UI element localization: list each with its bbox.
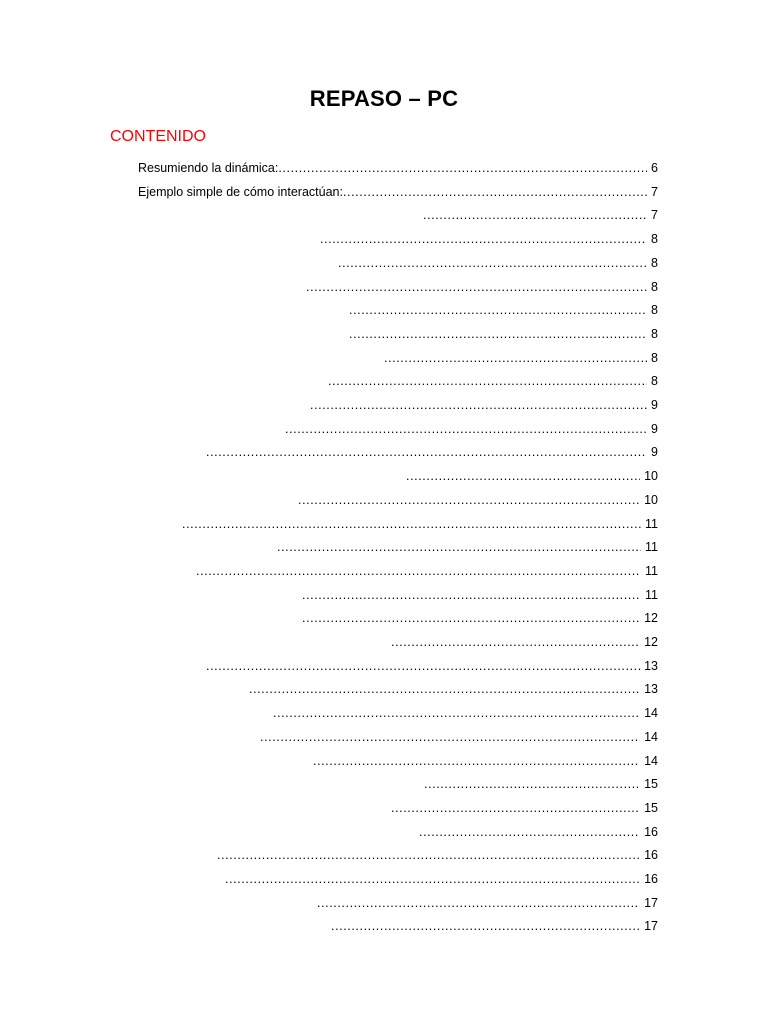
toc-dot-leader (217, 847, 640, 863)
toc-dot-leader (406, 468, 640, 484)
toc-entry[interactable] (424, 776, 658, 792)
toc-dot-leader (298, 492, 640, 508)
toc-entry[interactable] (328, 373, 658, 389)
toc-entry[interactable] (313, 753, 658, 769)
toc-entry-title: Ejemplo simple de cómo interactúan: (138, 184, 343, 199)
toc-dot-leader (206, 444, 647, 460)
toc-page-number: 11 (645, 516, 658, 531)
toc-page-number: 9 (651, 445, 658, 460)
toc-entry[interactable] (384, 350, 658, 366)
toc-page-number: 7 (651, 208, 658, 223)
toc-entry[interactable] (298, 492, 658, 508)
toc-entry[interactable] (349, 302, 658, 318)
toc-dot-leader (277, 539, 641, 555)
toc-dot-leader (424, 776, 640, 792)
toc-page-number: 9 (651, 421, 658, 436)
toc-page-number: 14 (644, 729, 658, 744)
toc-dot-leader (391, 800, 640, 816)
toc-dot-leader (310, 397, 647, 413)
toc-dot-leader (306, 279, 647, 295)
toc-page-number: 13 (644, 658, 658, 673)
toc-entry-title: Resumiendo la dinámica: (138, 161, 279, 175)
toc-dot-leader (206, 658, 640, 674)
toc-entry[interactable] (338, 255, 658, 271)
toc-dot-leader (391, 634, 640, 650)
toc-heading: CONTENIDO (110, 128, 206, 145)
toc-entry[interactable] (277, 539, 658, 555)
toc-dot-leader (317, 895, 640, 911)
toc-entry[interactable] (225, 871, 658, 887)
toc-page-number: 13 (644, 682, 658, 697)
toc-page-number: 11 (645, 563, 658, 578)
toc-page-number: 10 (644, 469, 658, 484)
toc-entry[interactable] (419, 824, 658, 840)
toc-entry[interactable] (331, 918, 658, 934)
toc-dot-leader (338, 255, 647, 271)
toc-entry[interactable] (206, 444, 658, 460)
toc-entry[interactable] (302, 610, 658, 626)
toc-page-number: 12 (644, 635, 658, 649)
toc-entry[interactable] (182, 516, 658, 532)
toc-dot-leader (423, 207, 647, 223)
toc-dot-leader (302, 587, 641, 603)
toc-dot-leader (343, 184, 647, 200)
toc-page-number: 8 (651, 303, 658, 318)
toc-dot-leader (331, 918, 640, 934)
toc-entry[interactable] (138, 184, 658, 200)
toc-entry[interactable] (320, 231, 658, 247)
toc-dot-leader (196, 563, 641, 579)
toc-page-number: 17 (644, 895, 658, 910)
toc-entry[interactable] (138, 160, 658, 176)
toc-page-number: 8 (651, 255, 658, 270)
toc-dot-leader (249, 681, 640, 697)
toc-dot-leader (349, 326, 647, 342)
toc-entry[interactable] (260, 729, 658, 745)
toc-entry[interactable] (391, 634, 658, 650)
toc-entry[interactable] (317, 895, 658, 911)
toc-page-number: 14 (644, 753, 658, 768)
toc-dot-leader (349, 302, 647, 318)
toc-dot-leader (384, 350, 647, 366)
toc-dot-leader (273, 705, 640, 721)
toc-dot-leader (320, 231, 647, 247)
toc-dot-leader (182, 516, 641, 532)
toc-entry[interactable] (196, 563, 658, 579)
toc-dot-leader (278, 160, 647, 176)
toc-dot-leader (328, 373, 647, 389)
toc-entry[interactable] (285, 421, 658, 437)
toc-page-number: 15 (644, 800, 658, 815)
toc-entry[interactable] (306, 279, 658, 295)
toc-entry[interactable] (273, 705, 658, 721)
toc-page-number: 8 (651, 232, 658, 247)
toc-page-number: 17 (644, 919, 658, 934)
toc-entry[interactable] (310, 397, 658, 413)
toc-page-number: 16 (644, 872, 658, 886)
toc-page-number: 12 (644, 611, 658, 626)
toc-entry[interactable] (217, 847, 658, 863)
toc-entry[interactable] (406, 468, 658, 484)
toc-entry[interactable] (249, 681, 658, 697)
toc-dot-leader (419, 824, 640, 840)
toc-page-number: 8 (651, 374, 658, 389)
toc-dot-leader (260, 729, 640, 745)
toc-entry[interactable] (391, 800, 658, 816)
toc-page-number: 8 (651, 350, 658, 365)
toc-page-number: 6 (651, 161, 658, 175)
toc-page-number: 16 (644, 848, 658, 863)
toc-dot-leader (225, 871, 640, 887)
toc-dot-leader (302, 610, 640, 626)
toc-page-number: 8 (651, 326, 658, 341)
toc-entry[interactable] (349, 326, 658, 342)
document-title: REPASO – PC (309, 86, 459, 111)
toc-entry[interactable] (302, 587, 658, 603)
toc-dot-leader (285, 421, 647, 437)
toc-page-number: 8 (651, 279, 658, 294)
toc-page-number: 11 (645, 540, 658, 555)
toc-page-number: 11 (645, 587, 658, 602)
toc-page-number: 15 (644, 777, 658, 792)
toc-entry[interactable] (206, 658, 658, 674)
toc-page-number: 10 (644, 492, 658, 507)
toc-page-number: 16 (644, 824, 658, 839)
toc-dot-leader (313, 753, 640, 769)
toc-page-number: 9 (651, 398, 658, 412)
toc-entry[interactable] (423, 207, 658, 223)
toc-page-number: 14 (644, 706, 658, 721)
toc-page-number: 7 (651, 184, 658, 199)
